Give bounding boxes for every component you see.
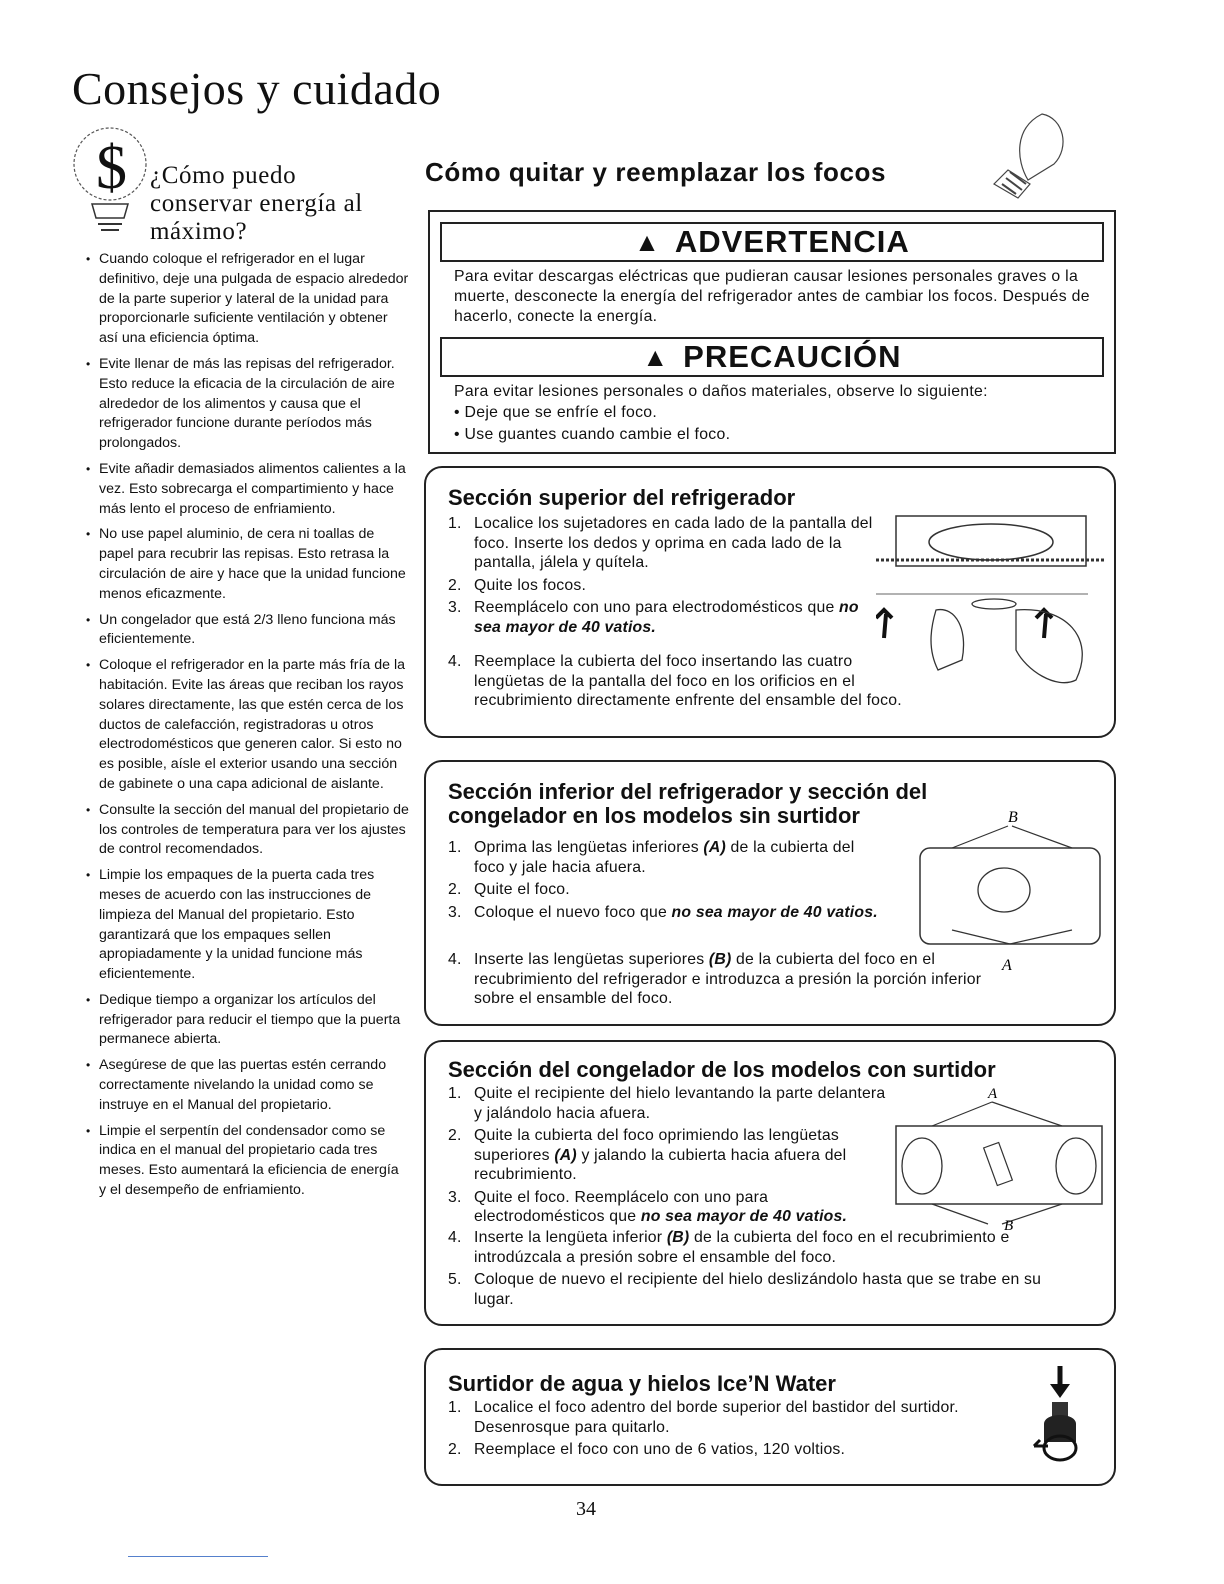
list-item: 4. Inserte la lengüeta inferior (B) de la cubierta del foco en el recubrimiento e introdúzcala a presión sobre el ensamble del foco. <box>448 1229 1010 1266</box>
light-shield-illustration <box>876 510 1106 700</box>
freezer-cover-illustration <box>892 1082 1106 1232</box>
caution-item: • Deje que se enfríe el foco. <box>454 404 658 421</box>
lower-cover-illustration <box>912 808 1112 978</box>
safety-notice-box <box>428 210 1116 454</box>
list-item: • Dedique tiempo a organizar los artículos del refrigerador para reducir el tiempo que la puerta permanece abierta. <box>99 991 409 1050</box>
list-item: 1. Localice los sujetadores en cada lado de la pantalla del foco. Inserte los dedos y oprima en cada lado de la pantalla, jálela y quítela. <box>448 515 873 571</box>
list-item: • Limpie el serpentín del condensador como se indica en el manual del propietario cada tres meses. Esto aumentará la eficiencia de energía y el desempeño de enfriamiento. <box>99 1122 409 1201</box>
list-item: • Un congelador que está 2/3 lleno funciona más eficientemente. <box>99 611 409 651</box>
freezer-steps-continued <box>448 1228 1084 1312</box>
energy-tips-list <box>85 250 409 1207</box>
svg-text:A: A <box>988 1086 998 1102</box>
caution-label: PRECAUCIÓN <box>683 339 902 374</box>
lower-section-box <box>424 760 1116 1026</box>
freezer-section-box <box>424 1040 1116 1326</box>
list-item: 2. Quite la cubierta del foco oprimiendo las lengüetas superiores (A) y jalando la cubierta hacia afuera del recubrimiento. <box>448 1127 847 1183</box>
warning-text: Para evitar descargas eléctricas que pudieran causar lesiones personales graves o la muerte, desconecte la energía del refrigerador antes de cambiar los focos. Después de hacerlo, conecte la energía. <box>454 268 1090 325</box>
warning-banner <box>440 222 1104 262</box>
list-item: 2. Quite los focos. <box>448 576 587 594</box>
freezer-steps <box>448 1084 888 1230</box>
section-title: Cómo quitar y reemplazar los focos <box>425 157 887 187</box>
list-item: • Evite llenar de más las repisas del refrigerador. Esto reduce la eficacia de la circulación de aire alrededor de los alimentos y causa que el refrigerador funcione durante períodos más prolongados. <box>99 355 409 454</box>
svg-text:B: B <box>1004 1218 1014 1232</box>
page-number: 34 <box>576 1498 596 1520</box>
page-title: Consejos y cuidado <box>72 63 442 114</box>
upper-section-box <box>424 466 1116 738</box>
warning-triangle-icon: ▲ <box>634 226 661 257</box>
dispenser-steps <box>448 1398 988 1463</box>
list-item: • Consulte la sección del manual del propietario de los controles de temperatura para ver los ajustes de control recomendados. <box>99 801 409 860</box>
lightbulb-icon <box>980 108 1070 200</box>
dispenser-section-box <box>424 1348 1116 1486</box>
dispenser-section-title: Surtidor de agua y hielos Ice’N Water <box>448 1371 836 1396</box>
dollar-icon <box>72 118 152 240</box>
list-item: • No use papel aluminio, de cera ni toallas de papel para recubrir las repisas. Esto retrasa la circulación de aire y hace que la unidad funcione menos eficazmente. <box>99 525 409 604</box>
list-item: • Limpie los empaques de la puerta cada tres meses de acuerdo con las instrucciones de limpieza del Manual del propietario. Esto garantizará que los empaques sellen apropiadamente y la unidad funcione más eficientemente. <box>99 866 409 985</box>
list-item: • Asegúrese de que las puertas estén cerrando correctamente nivelando la unidad como se instruye en el Manual del propietario. <box>99 1056 409 1115</box>
list-item: 4. Reemplace la cubierta del foco insertando las cuatro lengüetas de la pantalla del foco en los orificios en el recubrimiento directamente enfrente del ensamble del foco. <box>448 653 902 709</box>
dispenser-bulb-illustration <box>1026 1362 1096 1472</box>
list-item: • Evite añadir demasiados alimentos calientes a la vez. Esto sobrecarga el compartimiento y hace más lento el proceso de enfriamiento. <box>99 460 409 519</box>
list-item: 4. Inserte las lengüetas superiores (B) de la cubierta del foco en el recubrimiento del refrigerador e introduzca a presión la porción inferior sobre el ensamble del foco. <box>448 951 982 1007</box>
caution-text: Para evitar lesiones personales o daños materiales, observe lo siguiente: <box>454 383 988 400</box>
list-item: • Cuando coloque el refrigerador en el lugar definitivo, deje una pulgada de espacio alrededor de la parte superior y lateral de la unidad para proporcionarle suficiente ventilación y obtener así una eficiencia óptima. <box>99 250 409 349</box>
list-item: 3. Quite el foco. Reemplácelo con uno para electrodomésticos que no sea mayor de 40 vatios. <box>448 1188 848 1225</box>
upper-section-title: Sección superior del refrigerador <box>448 485 796 510</box>
energy-heading: ¿Cómo puedo conservar energía al máximo? <box>150 162 363 245</box>
list-item: 3. Coloque el nuevo foco que no sea mayor de 40 vatios. <box>448 903 878 921</box>
lower-section-title: Sección inferior del refrigerador y sección del congelador en los modelos sin surtidor <box>448 779 928 828</box>
list-item: 2. Quite el foco. <box>448 881 570 898</box>
list-item: 1. Localice el foco adentro del borde superior del bastidor del surtidor. Desenrosque para quitarlo. <box>448 1399 959 1436</box>
list-item: 5. Coloque de nuevo el recipiente del hielo deslizándolo hasta que se trabe en su lugar. <box>448 1271 1042 1308</box>
caution-banner <box>440 337 1104 377</box>
list-item: 2. Reemplace el foco con uno de 6 vatios, 120 voltios. <box>448 1441 846 1458</box>
dollar-symbol: $ <box>96 134 127 202</box>
list-item: • Coloque el refrigerador en la parte más fría de la habitación. Evite las áreas que reciban los rayos solares directamente, las que estén cerca de los ductos de calefacción, registradoras u otros electrodomésticos que generen calor. Si esto no es posible, aísle el exterior usando una sección de gabinete o una capa adicional de aislante. <box>99 656 409 795</box>
list-item: 3. Reemplácelo con uno para electrodomésticos que no sea mayor de 40 vatios. <box>448 599 859 636</box>
upper-steps <box>448 514 878 640</box>
list-item: 1. Oprima las lengüetas inferiores (A) de la cubierta del foco y jale hacia afuera. <box>448 839 855 876</box>
label-b: B <box>1008 809 1018 826</box>
list-item: 1. Quite el recipiente del hielo levantando la parte delantera y jalándolo hacia afuera. <box>448 1085 886 1122</box>
footer-rule <box>128 1556 268 1557</box>
warning-label: ADVERTENCIA <box>674 224 910 259</box>
caution-triangle-icon: ▲ <box>642 341 670 372</box>
lower-steps <box>448 838 888 925</box>
caution-item: • Use guantes cuando cambie el foco. <box>454 426 731 443</box>
freezer-section-title: Sección del congelador de los modelos con surtidor <box>448 1057 996 1082</box>
label-a: A <box>1002 957 1012 974</box>
